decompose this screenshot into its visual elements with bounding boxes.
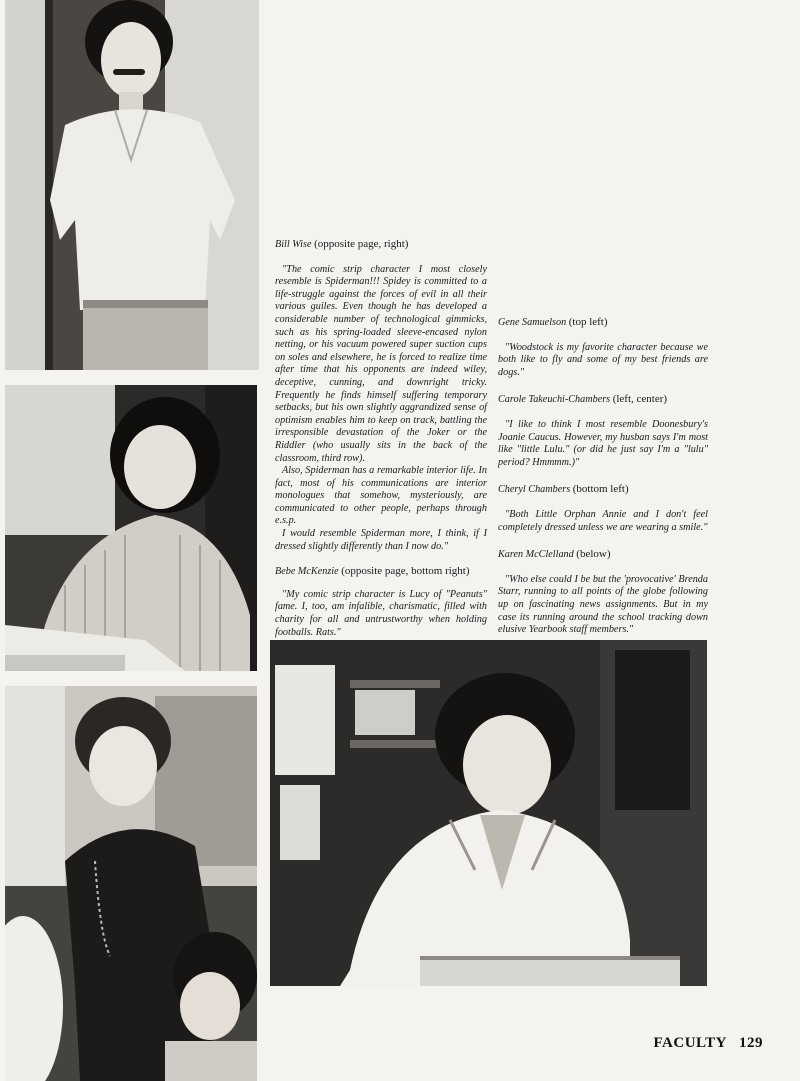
caption-quote-cheryl-chambers: "Both Little Orphan Annie and I don't feel completely dressed unless we are wearing a smile.": [498, 508, 708, 533]
caption-heading-gene-samuelson: [498, 316, 708, 330]
caption-quote-bebe-mckenzie: "My comic strip character is Lucy of "Peanuts" fame. I, too, am infalible, charismatic, filled with charity for all and untrustworthy when holding footballs. Rats.": [275, 588, 487, 638]
caption-column-left: [275, 238, 487, 639]
section-label: FACULTY: [653, 1035, 727, 1051]
caption-quote-bill-wise-3: I would resemble Spiderman more, I think, if I dressed slightly differently than I now do.": [275, 528, 487, 552]
caption-quote-bill-wise-2: Also, Spiderman has a remarkable interior life. In fact, most of his communications are interior monologues that somehow, mysteriously, are communicated to other people, perhaps through e.s.p.: [275, 465, 487, 527]
caption-quote-carole-takeuchi-chambers: "I like to think I most resemble Doonesbury's Joanie Caucus. However, my husban says I'm most like "little Lulu." (or did he just say I'm a "lulu" period? Hmmmm.)": [498, 418, 708, 468]
caption-location: (top left): [568, 316, 608, 328]
caption-location: (left, center): [612, 393, 668, 406]
caption-quote-karen-mcclelland: "Who else could I be but the 'provocative' Brenda Starr, running to all points of the globe following up on fascinating news assignments. But in my case its running around the school tracking down elusive Yearbook staff members.": [498, 573, 708, 636]
caption-name: Gene Samuelson: [498, 317, 567, 328]
caption-name: Bill Wise: [275, 239, 312, 250]
caption-name: Carole Takeuchi-Chambers: [498, 394, 611, 406]
caption-quote-gene-samuelson: "Woodstock is my favorite character because we both like to fly and some of my best friends are dogs.": [498, 341, 708, 378]
page-footer: [653, 1035, 763, 1052]
caption-heading-carole-takeuchi-chambers: [498, 393, 708, 407]
page-number: 129: [739, 1035, 763, 1051]
caption-heading-bebe-mckenzie: [275, 565, 487, 579]
caption-name: Karen McClelland: [498, 549, 574, 561]
caption-heading-cheryl-chambers: [498, 483, 708, 497]
caption-location: (opposite page, bottom right): [341, 565, 470, 578]
caption-location: (below): [576, 548, 611, 561]
caption-heading-karen-mcclelland: [498, 548, 708, 562]
caption-heading-bill-wise: [275, 238, 487, 252]
caption-name: Cheryl Chambers: [498, 484, 571, 496]
caption-quote-bill-wise-1: "The comic strip character I most closely resemble is Spiderman!!! Spidey is committed to a life-struggle against the forces of evil in all their various guiles. Even though he has developed a considerable number of technological gimmicks, such as his spring-loaded sleeve-encased nylon netting, or his vacuum powered super suction cups on soles and elsewhere, he is forced to realize time after time that his opponents are indeed wiley, deceptive, cunning, and downright tricky. Frequently he finds himself suffering temporary setbacks, but his own slightly aggrandized sense of optimism enables him to keep on track, battling the irresponsible devastation of the Joker or the Riddler (who usually sits in the back of the classroom, third row).: [275, 263, 487, 464]
photo-bill-wise: [5, 0, 259, 370]
caption-location: (opposite page, right): [314, 238, 409, 250]
photo-carole-takeuchi-chambers: [5, 385, 257, 671]
caption-column-right: [498, 316, 708, 637]
caption-location: (bottom left): [572, 483, 629, 496]
caption-name: Bebe McKenzie: [275, 566, 339, 578]
photo-cheryl-chambers: [5, 686, 257, 1081]
photo-karen-mcclelland: [270, 640, 707, 986]
